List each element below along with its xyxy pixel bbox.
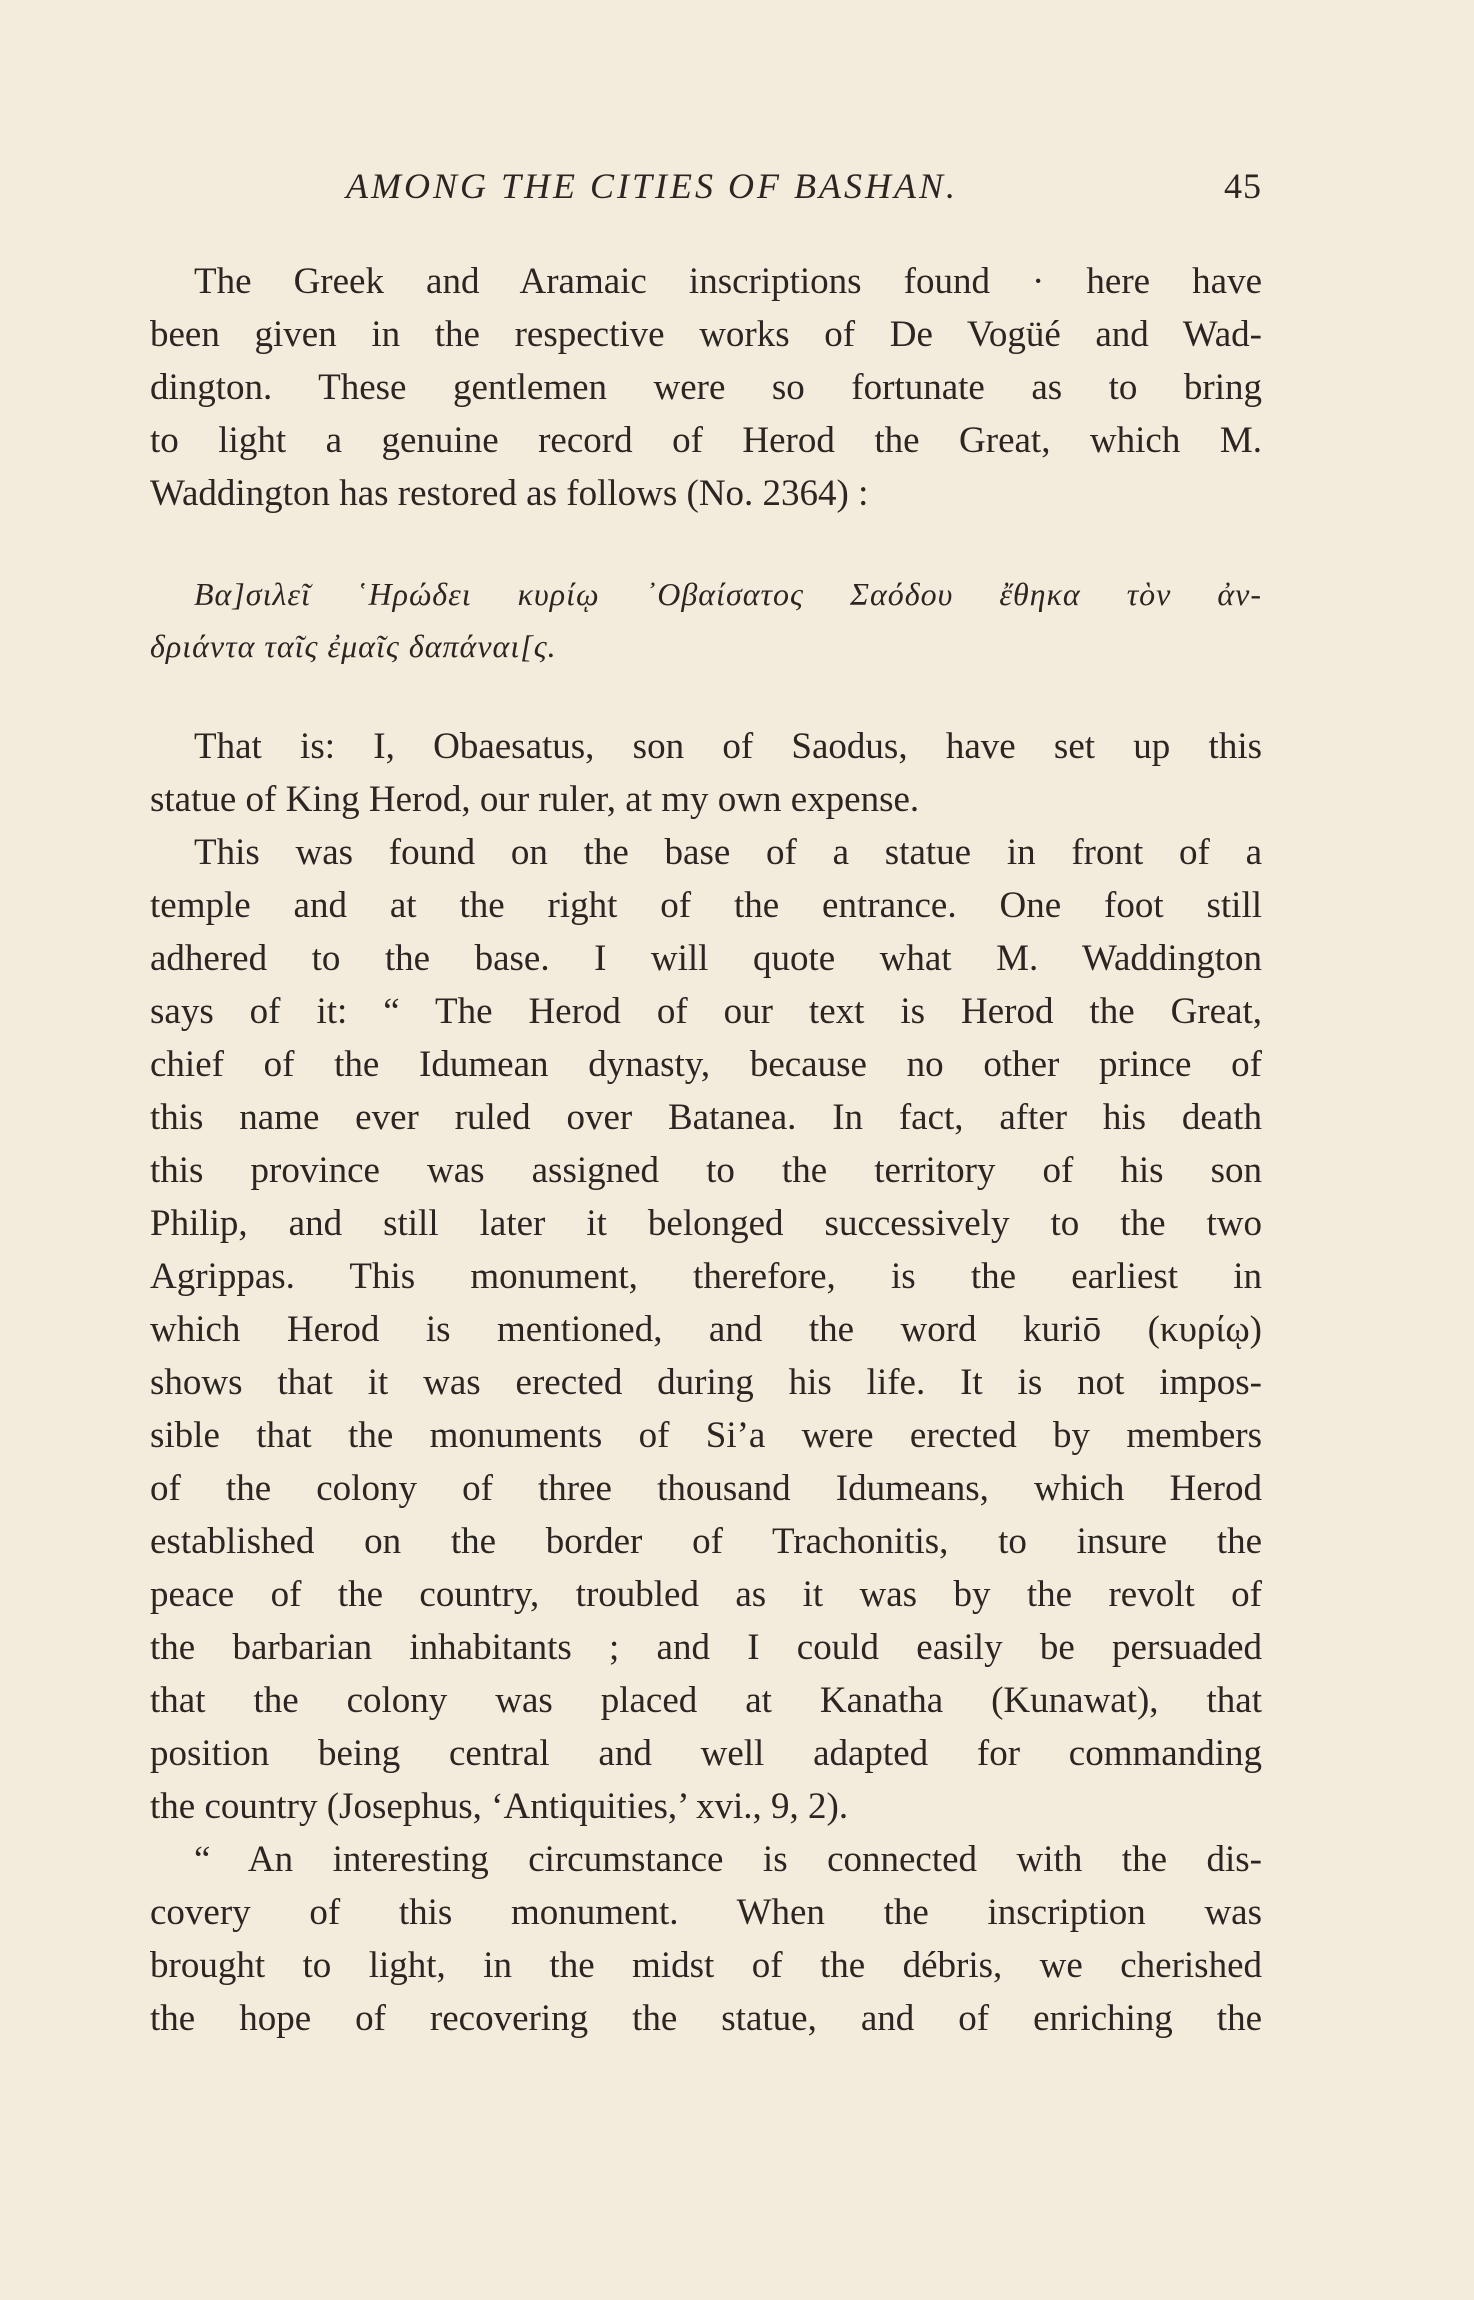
greek-inscription xyxy=(150,568,1262,672)
text-line: to light a genuine record of Herod the Great, which M. xyxy=(150,420,1262,461)
text-line: temple and at the right of the entrance. One foot still xyxy=(150,885,1262,926)
text-line: says of it: “ The Herod of our text is Herod the Great, xyxy=(150,991,1262,1032)
greek-line: Βα]σιλεῖ ῾Ηρώδει κυρίῳ ᾿Οβαίσατος Σαόδου ἔθηκα τὸν ἀν- xyxy=(194,576,1262,612)
text-line: brought to light, in the midst of the débris, we cherished xyxy=(150,1945,1262,1986)
text-line: The Greek and Aramaic inscriptions found · here have xyxy=(194,261,1262,302)
paragraph-3 xyxy=(150,826,1262,1833)
text-line: adhered to the base. I will quote what M. Waddington xyxy=(150,938,1262,979)
paragraph-4 xyxy=(150,1833,1262,2045)
text-line: chief of the Idumean dynasty, because no other prince of xyxy=(150,1044,1262,1085)
text-line: Agrippas. This monument, therefore, is the earliest in xyxy=(150,1256,1262,1297)
text-line: the hope of recovering the statue, and of enriching the xyxy=(150,1998,1262,2039)
text-line: this name ever ruled over Batanea. In fact, after his death xyxy=(150,1097,1262,1138)
text-line: the barbarian inhabitants ; and I could easily be persuaded xyxy=(150,1627,1262,1668)
text-line: covery of this monument. When the inscription was xyxy=(150,1892,1262,1933)
running-title: AMONG THE CITIES OF BASHAN. xyxy=(346,166,958,206)
text-line: sible that the monuments of Si’a were erected by members xyxy=(150,1415,1262,1456)
text-line: Waddington has restored as follows (No. 2364) : xyxy=(150,473,869,514)
text-line: position being central and well adapted for commanding xyxy=(150,1733,1262,1774)
text-line: Philip, and still later it belonged successively to the two xyxy=(150,1203,1262,1244)
text-line: shows that it was erected during his life. It is not impos- xyxy=(150,1362,1262,1403)
text-line: “ An interesting circumstance is connected with the dis- xyxy=(194,1839,1262,1880)
text-line: that the colony was placed at Kanatha (Kunawat), that xyxy=(150,1680,1262,1721)
text-line: statue of King Herod, our ruler, at my own expense. xyxy=(150,779,920,820)
text-line: dington. These gentlemen were so fortunate as to bring xyxy=(150,367,1262,408)
text-line: this province was assigned to the territory of his son xyxy=(150,1150,1262,1191)
text-line: of the colony of three thousand Idumeans, which Herod xyxy=(150,1468,1262,1509)
text-line: peace of the country, troubled as it was by the revolt of xyxy=(150,1574,1262,1615)
text-line: established on the border of Trachonitis, to insure the xyxy=(150,1521,1262,1562)
body-text xyxy=(150,255,1262,2045)
text-line: which Herod is mentioned, and the word kuriō (κυρίῳ) xyxy=(150,1309,1262,1350)
paragraph-2 xyxy=(150,720,1262,826)
paragraph-1 xyxy=(150,255,1262,520)
page-number: 45 xyxy=(1224,166,1262,206)
text-line: been given in the respective works of De Vogüé and Wad- xyxy=(150,314,1262,355)
text-line: This was found on the base of a statue in front of a xyxy=(194,832,1262,873)
text-line: That is: I, Obaesatus, son of Saodus, have set up this xyxy=(194,726,1262,767)
greek-line: δριάντα ταῖς ἐμαῖς δαπάναι[ς. xyxy=(150,628,557,664)
running-header xyxy=(150,165,1262,215)
text-line: the country (Josephus, ‘Antiquities,’ xvi., 9, 2). xyxy=(150,1786,849,1827)
